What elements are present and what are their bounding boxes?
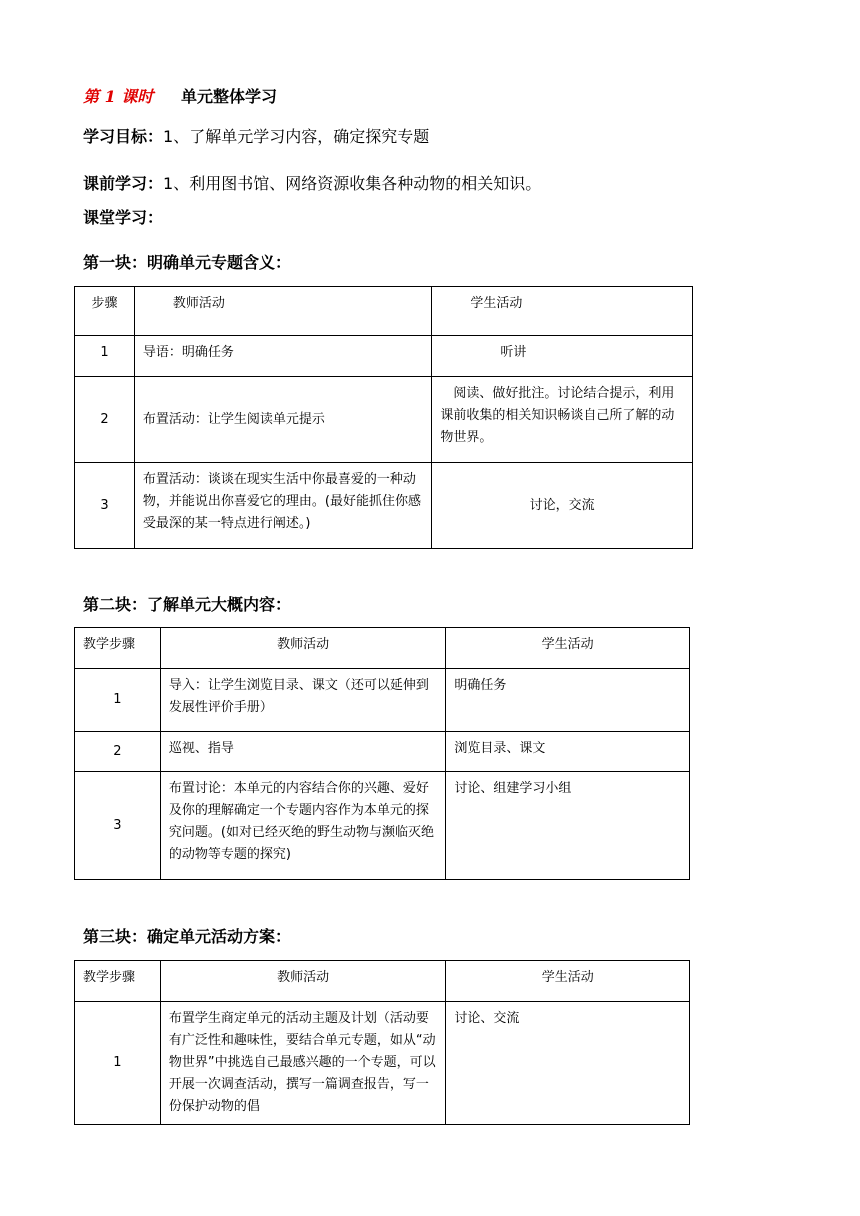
prestudy-label: 课前学习： [83, 174, 164, 193]
step-cell: 3 [75, 772, 161, 880]
student-cell: 听讲 [432, 336, 693, 377]
block3-heading: 第三块：确定单元活动方案： [83, 927, 292, 946]
classstudy-line [83, 205, 163, 228]
goal-line [83, 124, 429, 147]
teacher-cell: 巡视、指导 [160, 732, 446, 772]
header-cell: 教师活动 [160, 628, 446, 669]
table-header-row [75, 961, 690, 1002]
step-cell: 1 [75, 336, 135, 377]
header-cell: 教学步骤 [75, 628, 161, 669]
table-row [75, 772, 690, 880]
block3-table [74, 960, 690, 1125]
student-cell: 明确任务 [446, 669, 690, 732]
table-row [75, 732, 690, 772]
table-row [75, 377, 693, 463]
block2-heading: 第二块：了解单元大概内容： [83, 595, 292, 614]
lesson-title: 单元整体学习 [181, 87, 278, 106]
student-cell: 讨论、组建学习小组 [446, 772, 690, 880]
teacher-cell: 布置活动：让学生阅读单元提示 [134, 377, 431, 463]
block1-heading: 第一块：明确单元专题含义： [83, 253, 292, 272]
table-header-row [75, 287, 693, 336]
student-cell: 阅读、做好批注。讨论结合提示，利用课前收集的相关知识畅谈自己所了解的动物世界。 [432, 377, 693, 463]
header-cell: 学生活动 [432, 287, 693, 336]
teacher-cell: 导语：明确任务 [134, 336, 431, 377]
teacher-cell: 布置讨论：本单元的内容结合你的兴趣、爱好及你的理解确定一个专题内容作为本单元的探究问题。(如对已经灭绝的野生动物与濒临灭绝的动物等专题的探究) [160, 772, 446, 880]
prestudy-text: 1、利用图书馆、网络资源收集各种动物的相关知识。 [163, 174, 542, 193]
table-row [75, 1002, 690, 1125]
goal-label: 学习目标： [83, 127, 164, 146]
step-cell: 1 [75, 1002, 161, 1125]
teacher-cell: 导入：让学生浏览目录、课文（还可以延伸到发展性评价手册） [160, 669, 446, 732]
teacher-cell: 布置学生商定单元的活动主题及计划（活动要有广泛性和趣味性，要结合单元专题，如从“动物世界”中挑选自己最感兴趣的一个专题，可以开展一次调查活动，撰写一篇调查报告，写一份保护动物的倡 [160, 1002, 446, 1125]
step-cell: 3 [75, 463, 135, 549]
header-cell: 学生活动 [446, 961, 690, 1002]
table-row [75, 669, 690, 732]
prestudy-line [83, 171, 541, 194]
header-cell: 教师活动 [160, 961, 446, 1002]
classstudy-label: 课堂学习： [83, 208, 164, 227]
student-cell: 讨论，交流 [432, 463, 693, 549]
header-cell: 步骤 [75, 287, 135, 336]
step-cell: 2 [75, 732, 161, 772]
block2-table [74, 627, 690, 880]
block1-table [74, 286, 693, 549]
header-cell: 教师活动 [134, 287, 431, 336]
header-cell: 教学步骤 [75, 961, 161, 1002]
lesson-label: 第 1 课时 [83, 87, 154, 106]
table-row [75, 336, 693, 377]
table-row [75, 463, 693, 549]
student-cell: 浏览目录、课文 [446, 732, 690, 772]
teacher-cell: 布置活动：谈谈在现实生活中你最喜爱的一种动物，并能说出你喜爱它的理由。(最好能抓住你感受最深的某一特点进行阐述。) [134, 463, 431, 549]
goal-text: 1、了解单元学习内容，确定探究专题 [163, 127, 430, 146]
table-header-row [75, 628, 690, 669]
header-cell: 学生活动 [446, 628, 690, 669]
step-cell: 2 [75, 377, 135, 463]
step-cell: 1 [75, 669, 161, 732]
student-cell: 讨论、交流 [446, 1002, 690, 1125]
